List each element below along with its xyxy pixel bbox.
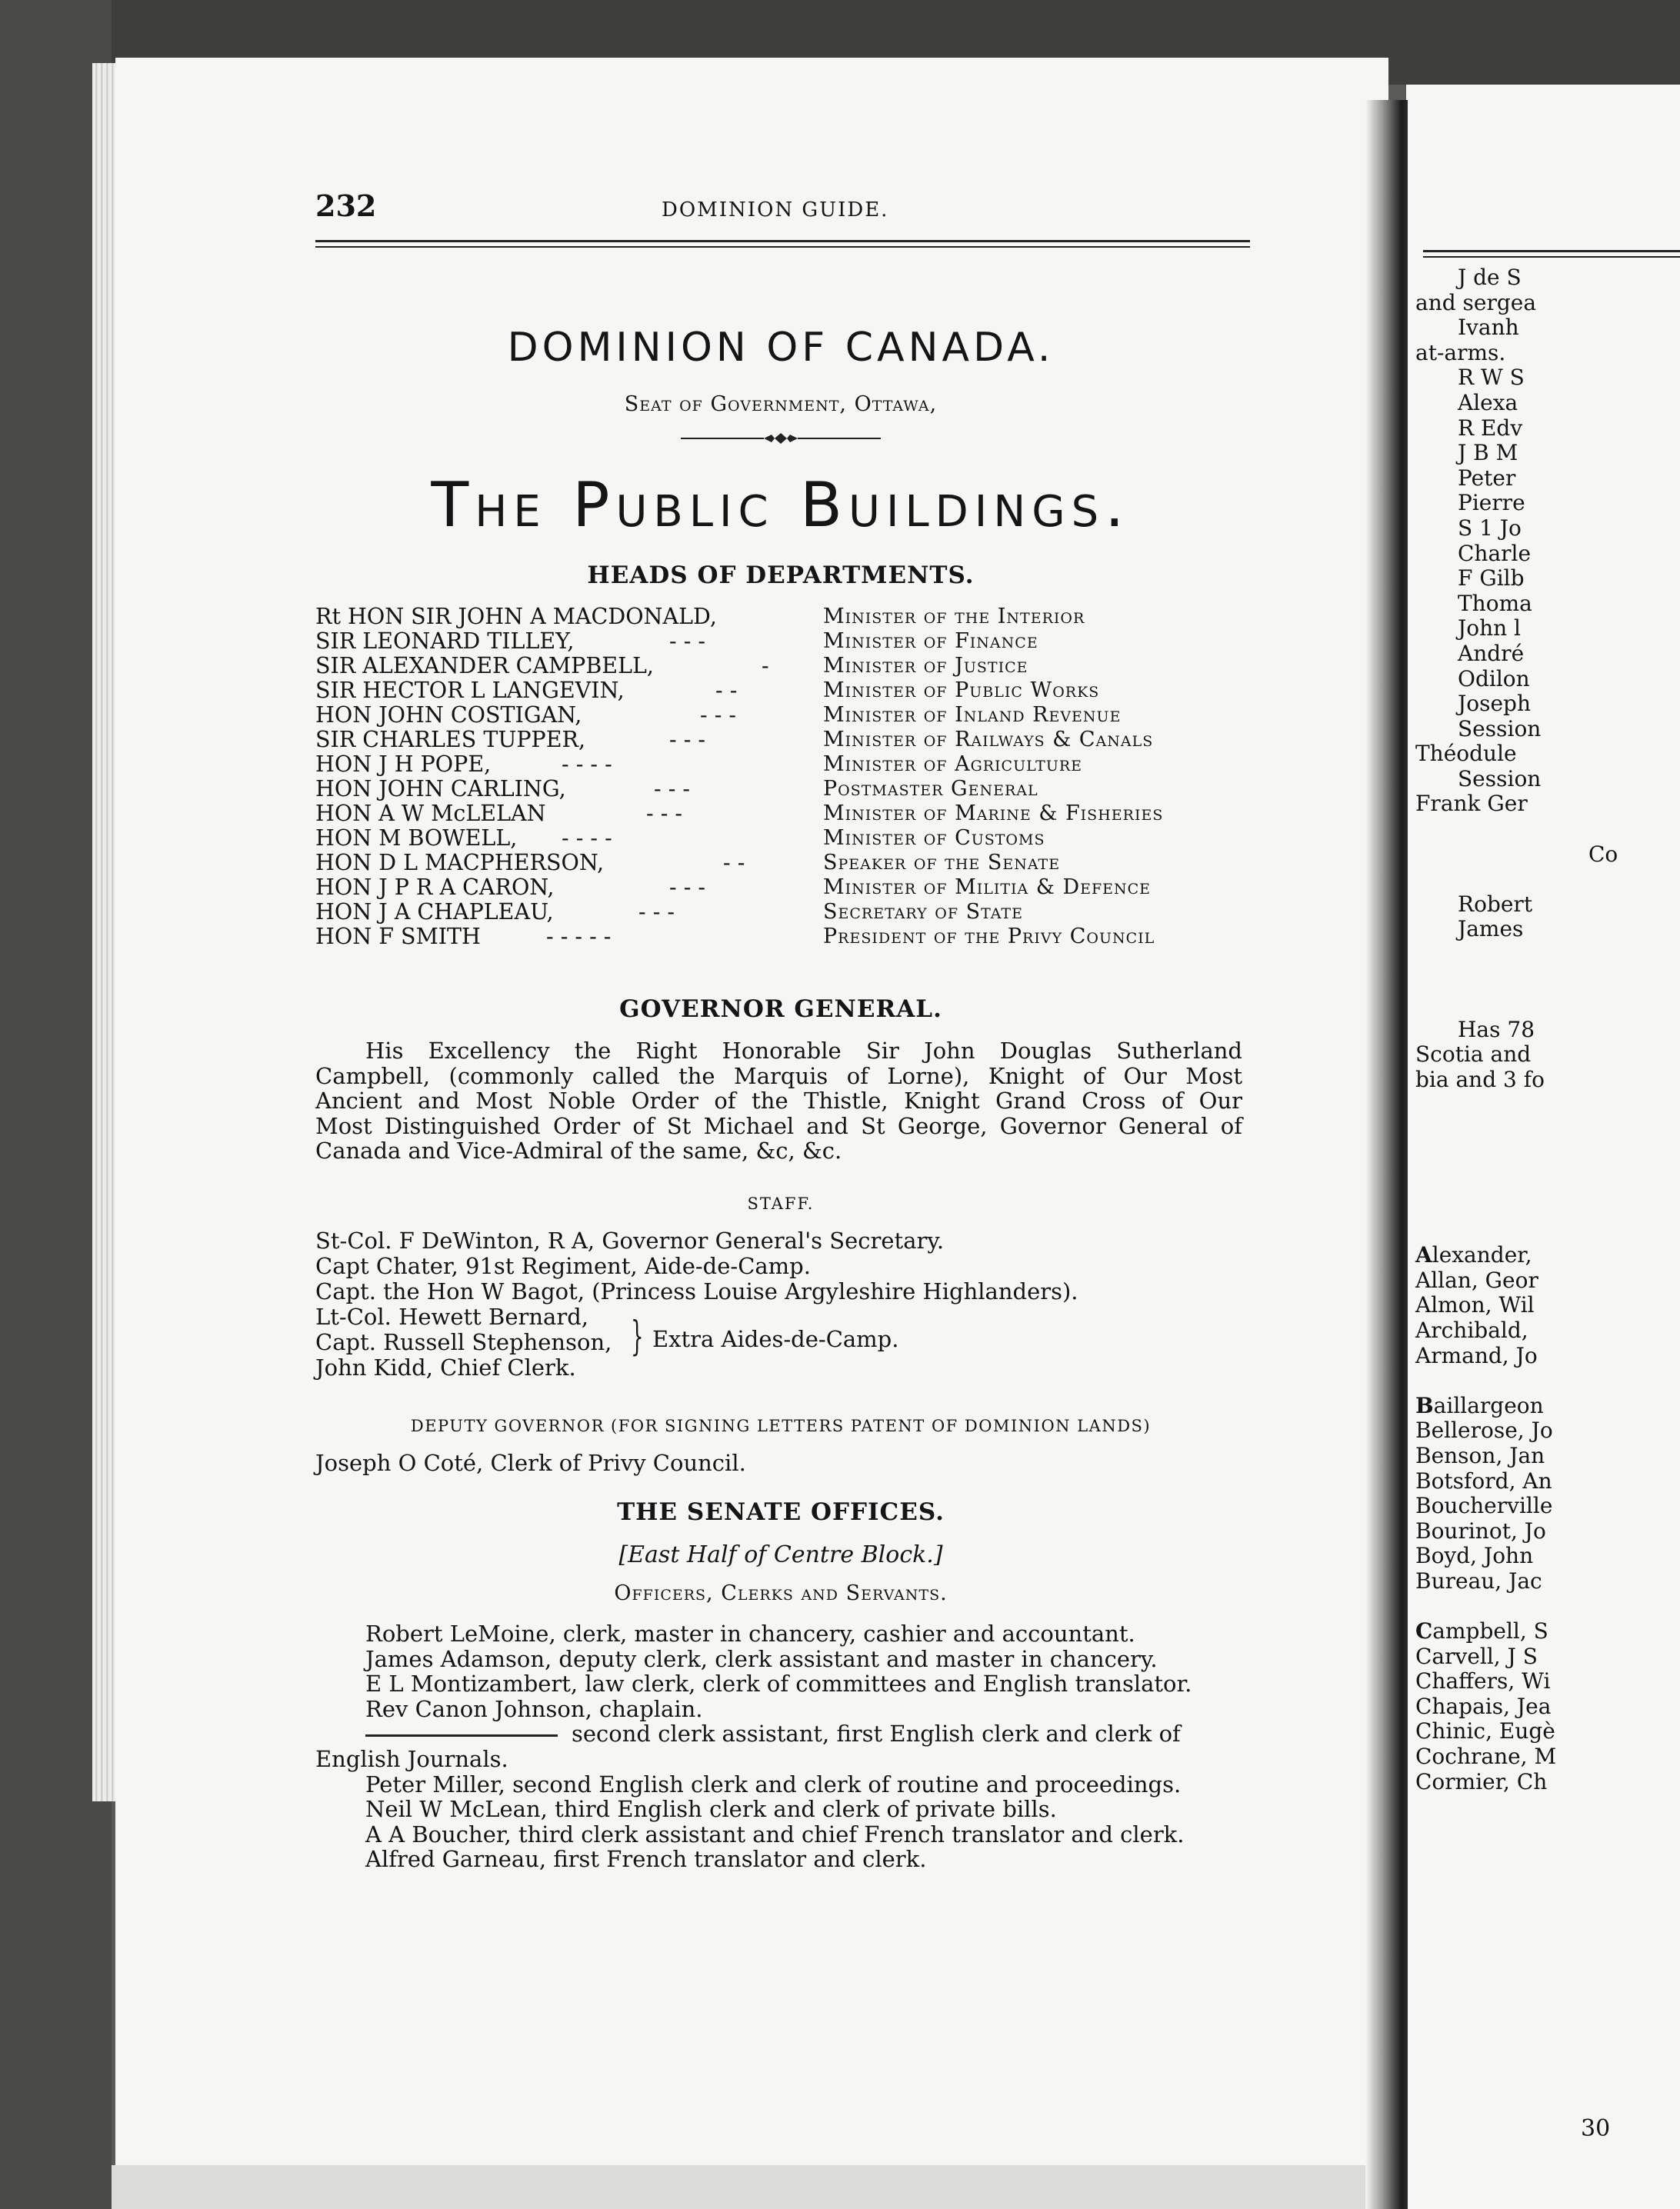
right-page-line: Pierre bbox=[1458, 490, 1525, 516]
minister-name: SIR ALEXANDER CAMPBELL, bbox=[315, 653, 654, 678]
right-page-fragment bbox=[1415, 265, 1618, 1794]
right-page-line: Alexander, bbox=[1415, 1242, 1532, 1268]
minister-title: President of the Privy Council bbox=[823, 925, 1155, 948]
right-page-line: R Edv bbox=[1458, 415, 1523, 441]
right-page-line: Frank Ger bbox=[1415, 791, 1528, 817]
right-page-line: S 1 Jo bbox=[1458, 515, 1522, 541]
staff-entry: Capt Chater, 91st Regiment, Aide-de-Camp. bbox=[315, 1253, 811, 1279]
right-page-line: Carvell, J S bbox=[1415, 1643, 1538, 1669]
minister-title: Minister of Justice bbox=[823, 654, 1028, 678]
right-page-line bbox=[1415, 968, 1618, 993]
right-page-line bbox=[1415, 1368, 1618, 1394]
vacant-description: second clerk assistant, first English clerk and clerk of bbox=[572, 1721, 1181, 1748]
header-rule-bottom bbox=[315, 246, 1250, 248]
governor-general-paragraph bbox=[315, 1038, 1242, 1164]
minister-name: SIR CHARLES TUPPER, bbox=[315, 727, 586, 752]
minister-title: Minister of Finance bbox=[823, 629, 1038, 653]
signature-mark: 30 bbox=[1581, 2115, 1611, 2142]
minister-name: HON J A CHAPLEAU, bbox=[315, 899, 554, 925]
book-gutter bbox=[1365, 100, 1408, 2209]
minister-title: Minister of Marine & Fisheries bbox=[823, 801, 1164, 825]
officer-entry: Neil W McLean, third English clerk and clerk of private bills. bbox=[365, 1796, 1057, 1823]
right-page-line: Bellerose, Jo bbox=[1415, 1418, 1553, 1444]
heads-of-departments-heading: HEADS OF DEPARTMENTS. bbox=[587, 561, 975, 589]
leader-dashes: - bbox=[762, 653, 769, 678]
minister-name: HON J H POPE, bbox=[315, 751, 492, 777]
right-page-line bbox=[1415, 867, 1618, 892]
right-page-line: Cormier, Ch bbox=[1415, 1768, 1548, 1794]
right-page-line: Scotia and bbox=[1415, 1041, 1532, 1068]
index-initial: A bbox=[1415, 1242, 1432, 1268]
senate-officers-list bbox=[315, 1621, 1246, 1872]
right-page-rule-bottom bbox=[1423, 256, 1680, 258]
right-page-line: Chapais, Jea bbox=[1415, 1693, 1552, 1719]
right-page-line: Bourinot, Jo bbox=[1415, 1518, 1546, 1544]
minister-name: HON JOHN CARLING, bbox=[315, 776, 566, 801]
right-page-line: James bbox=[1458, 916, 1524, 942]
minister-title: Minister of the Interior bbox=[823, 605, 1085, 628]
minister-name: HON D L MACPHERSON, bbox=[315, 850, 605, 875]
right-page-line bbox=[1415, 992, 1618, 1018]
index-initial: C bbox=[1415, 1618, 1433, 1644]
right-page-line: Charle bbox=[1458, 540, 1532, 566]
right-page-line: Has 78 bbox=[1458, 1016, 1535, 1042]
right-page-line: F Gilb bbox=[1458, 565, 1525, 591]
right-page-line: Botsford, An bbox=[1415, 1468, 1552, 1494]
leader-dashes: - - - bbox=[638, 899, 675, 925]
minister-name: HON J P R A CARON, bbox=[315, 875, 555, 900]
staff-entry: Lt-Col. Hewett Bernard, bbox=[315, 1304, 588, 1330]
minister-name: HON M BOWELL, bbox=[315, 825, 518, 851]
ornament-divider-icon bbox=[308, 431, 1254, 449]
senate-location: [East Half of Centre Block.] bbox=[618, 1541, 943, 1568]
right-page-line bbox=[1415, 1193, 1618, 1218]
right-page-line bbox=[1415, 1594, 1618, 1619]
staff-heading: STAFF. bbox=[747, 1194, 815, 1213]
right-page-line: bia and 3 fo bbox=[1415, 1067, 1545, 1092]
senate-offices-heading: THE SENATE OFFICES. bbox=[617, 1498, 945, 1526]
right-page-line: Thoma bbox=[1458, 590, 1532, 616]
minister-title: Minister of Railways & Canals bbox=[823, 728, 1154, 751]
paragraph-line: Most Distinguished Order of St Michael and St George, Governor General of bbox=[315, 1112, 1242, 1139]
right-page-line: R W S bbox=[1458, 365, 1525, 391]
right-page-line: Baillargeon bbox=[1415, 1392, 1544, 1418]
staff-entry: Capt. the Hon W Bagot, (Princess Louise Argyleshire Highlanders). bbox=[315, 1278, 1078, 1304]
right-page-line bbox=[1415, 1168, 1618, 1193]
index-initial: B bbox=[1415, 1392, 1434, 1418]
officer-entry: A A Boucher, third clerk assistant and chief French translator and clerk. bbox=[365, 1821, 1185, 1847]
right-page-line: Chaffers, Wi bbox=[1415, 1668, 1551, 1694]
deputy-governor-entry: Joseph O Coté, Clerk of Privy Council. bbox=[315, 1450, 746, 1476]
right-page-line: Archibald, bbox=[1415, 1317, 1528, 1343]
running-head: DOMINION GUIDE. bbox=[662, 198, 889, 222]
right-page-line: Alexa bbox=[1458, 389, 1518, 415]
leader-dashes: - - bbox=[715, 678, 738, 703]
officer-entry: James Adamson, deputy clerk, clerk assistant and master in chancery. bbox=[365, 1645, 1158, 1672]
right-page-rule-top bbox=[1423, 250, 1680, 252]
minister-title: Minister of Inland Revenue bbox=[823, 703, 1122, 727]
right-page-line: Allan, Geor bbox=[1415, 1267, 1538, 1293]
governor-general-heading: GOVERNOR GENERAL. bbox=[619, 995, 942, 1023]
leader-dashes: - - - bbox=[654, 776, 691, 801]
officer-entry-vacant bbox=[315, 1721, 1246, 1747]
right-page-line: Peter bbox=[1458, 465, 1516, 491]
right-page-line bbox=[1415, 817, 1618, 842]
minister-name: HON JOHN COSTIGAN, bbox=[315, 702, 582, 728]
minister-title: Minister of Customs bbox=[823, 826, 1045, 850]
right-page-line: J de S bbox=[1458, 265, 1522, 290]
minister-title: Minister of Agriculture bbox=[823, 752, 1083, 776]
minister-title: Postmaster General bbox=[823, 777, 1038, 801]
right-page-line: Co bbox=[1588, 841, 1618, 867]
vacant-rule bbox=[365, 1734, 558, 1737]
leader-dashes: - - - - bbox=[562, 825, 612, 851]
right-page-line bbox=[1415, 1118, 1618, 1143]
right-page-line: Bureau, Jac bbox=[1415, 1568, 1542, 1594]
staff-entry: John Kidd, Chief Clerk. bbox=[315, 1354, 576, 1381]
title-public-buildings: The Public Buildings. bbox=[431, 469, 1131, 541]
right-page-line: Boyd, John bbox=[1415, 1543, 1534, 1569]
leader-dashes: - - - bbox=[669, 875, 706, 900]
leader-dashes: - - - bbox=[669, 628, 706, 654]
right-page-line: Session bbox=[1458, 715, 1542, 741]
right-page-line: Chinic, Eugè bbox=[1415, 1718, 1555, 1744]
seat-of-government: Seat of Government, Ottawa, bbox=[624, 392, 938, 416]
right-page-line bbox=[1415, 1093, 1618, 1118]
leader-dashes: - - - bbox=[646, 801, 683, 826]
officer-entry: Peter Miller, second English clerk and clerk of routine and proceedings. bbox=[365, 1771, 1182, 1798]
paragraph-line: Campbell, (commonly called the Marquis of Lorne), Knight of Our Most bbox=[315, 1062, 1242, 1089]
leader-dashes: - - bbox=[723, 850, 745, 875]
minister-name: HON A W McLELAN bbox=[315, 801, 546, 826]
leader-dashes: - - - bbox=[669, 727, 706, 752]
title-dominion: DOMINION OF CANADA. bbox=[507, 325, 1055, 371]
minister-name: SIR LEONARD TILLEY, bbox=[315, 628, 575, 654]
right-page-line: Campbell, S bbox=[1415, 1618, 1548, 1644]
leader-dashes: - - - bbox=[700, 702, 737, 728]
right-page-line bbox=[1415, 942, 1618, 968]
right-page-line: J B M bbox=[1458, 440, 1518, 466]
right-page-line: Session bbox=[1458, 765, 1542, 791]
leader-dashes: - - - - bbox=[562, 751, 612, 777]
officer-entry: Alfred Garneau, first French translator and clerk. bbox=[365, 1846, 927, 1873]
right-page-line: André bbox=[1458, 640, 1525, 666]
minister-title: Speaker of the Senate bbox=[823, 851, 1061, 875]
staff-list bbox=[315, 1228, 1078, 1381]
right-page-line: Joseph bbox=[1458, 691, 1531, 717]
brace-icon: } bbox=[631, 1314, 644, 1360]
right-page-line: at-arms. bbox=[1415, 339, 1506, 365]
officer-entry: Rev Canon Johnson, chaplain. bbox=[365, 1695, 703, 1722]
officer-entry: E L Montizambert, law clerk, clerk of committees and English translator. bbox=[365, 1671, 1192, 1698]
minister-name: HON F SMITH bbox=[315, 924, 481, 949]
officer-entry-continued: English Journals. bbox=[315, 1745, 508, 1772]
leader-dashes: - - - - - bbox=[546, 924, 612, 949]
paragraph-line: His Excellency the Right Honorable Sir John Douglas Sutherland bbox=[365, 1038, 1242, 1064]
right-page-line: Almon, Wil bbox=[1415, 1292, 1535, 1318]
right-page-line: Théodule bbox=[1415, 741, 1517, 767]
officers-subheading: Officers, Clerks and Servants. bbox=[614, 1581, 948, 1605]
minister-name: SIR HECTOR L LANGEVIN, bbox=[315, 678, 625, 703]
page-number: 232 bbox=[315, 188, 377, 223]
minister-title: Minister of Public Works bbox=[823, 678, 1100, 702]
page-bottom-edge bbox=[112, 2165, 1373, 2209]
right-page-line bbox=[1415, 1143, 1618, 1168]
minister-title: Secretary of State bbox=[823, 900, 1023, 924]
minister-title: Minister of Militia & Defence bbox=[823, 875, 1152, 899]
officer-entry: Robert LeMoine, clerk, master in chancery, cashier and accountant. bbox=[365, 1621, 1135, 1647]
right-page-line: Armand, Jo bbox=[1415, 1342, 1538, 1368]
right-page-line: Ivanh bbox=[1458, 315, 1519, 341]
right-page-line: John l bbox=[1458, 615, 1522, 641]
minister-name: Rt HON SIR JOHN A MACDONALD, bbox=[315, 604, 717, 629]
deputy-governor-heading: DEPUTY GOVERNOR (FOR SIGNING LETTERS PATENT OF DOMINION LANDS) bbox=[410, 1417, 1152, 1435]
staff-entry: St-Col. F DeWinton, R A, Governor General's Secretary. bbox=[315, 1228, 945, 1254]
paragraph-line: Canada and Vice-Admiral of the same, &c, &c. bbox=[315, 1138, 842, 1164]
right-page-line: Robert bbox=[1458, 891, 1533, 917]
right-page-line: Cochrane, M bbox=[1415, 1744, 1557, 1770]
right-page-line: Odilon bbox=[1458, 665, 1530, 691]
staff-entry: Capt. Russell Stephenson, bbox=[315, 1329, 612, 1355]
paragraph-line: Ancient and Most Noble Order of the Thistle, Knight Grand Cross of Our bbox=[315, 1088, 1242, 1114]
right-page-line: Benson, Jan bbox=[1415, 1442, 1545, 1468]
header-rule-top bbox=[315, 240, 1250, 242]
right-page-line: Boucherville bbox=[1415, 1493, 1553, 1519]
aides-label: Extra Aides-de-Camp. bbox=[652, 1326, 899, 1352]
right-page-line bbox=[1415, 1218, 1618, 1244]
right-page-line: and sergea bbox=[1415, 289, 1537, 315]
